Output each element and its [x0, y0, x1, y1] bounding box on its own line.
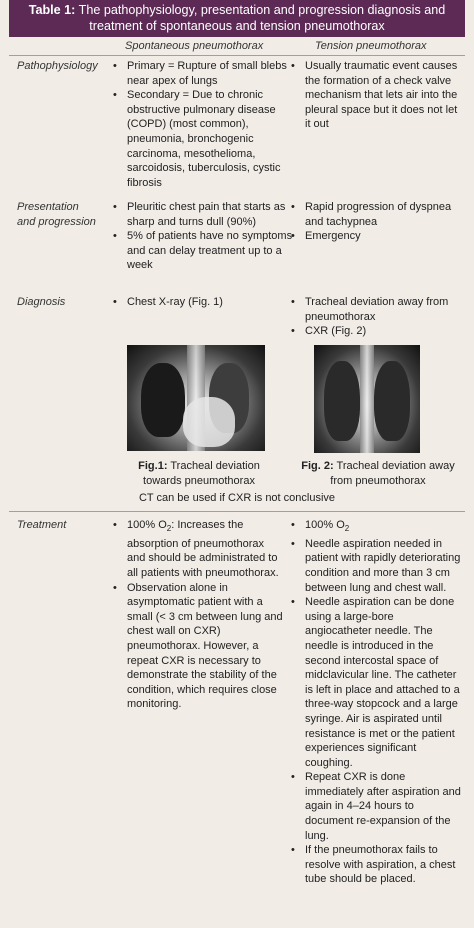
figure-1-caption-text: Tracheal deviation towards pneumothorax [143, 460, 260, 487]
diagnosis-tension-list [291, 295, 463, 339]
treatment-divider [9, 511, 465, 512]
column-header-spontaneous: Spontaneous pneumothorax [125, 40, 264, 52]
list-item: • Usually traumatic event causes the formation of a check valve mechanism that lets air into the pleural space but it does not let it out [291, 59, 463, 132]
list-item: • Observation alone in asymptomatic patient with a small (< 3 cm between lung and chest wall on CXR) pneumothorax. However, a repeat CXR is necessary to demonstrate the stability of the condition, which requires close monitoring. [113, 581, 283, 712]
list-item: • Repeat CXR is done immediately after aspiration and again in 4–24 hours to document re-expansion of the lung. [291, 770, 463, 843]
row-label-treatment: Treatment [17, 519, 67, 531]
row-label-presentation-line2: and progression [17, 215, 96, 228]
treatment-spontaneous-list [113, 518, 283, 712]
list-item: • Secondary = Due to chronic obstructive pulmonary disease (COPD) (most common), pneumonia, bronchogenic carcinoma, mesothelioma, sarcoidosis, tuberculosis, cystic fibrosis [113, 88, 309, 190]
list-item: • Rapid progression of dyspnea and tachypnea [291, 200, 463, 229]
pathophysiology-spontaneous-list [113, 59, 309, 190]
list-item: • CXR (Fig. 2) [291, 324, 463, 339]
figure-1-caption [119, 459, 279, 488]
o2-prefix: 100% O [305, 519, 345, 531]
presentation-tension-list [291, 200, 463, 244]
row-label-presentation [17, 200, 96, 229]
list-item: • Tracheal deviation away from pneumothorax [291, 295, 463, 324]
list-item: • Needle aspiration needed in patient with rapidly deteriorating condition and more than 3 cm between lung and chest wall. [291, 537, 463, 595]
header-divider [9, 55, 465, 56]
list-item: • Pleuritic chest pain that starts as sharp and turns dull (90%) [113, 200, 309, 229]
figure-2-caption-text: Tracheal deviation away from pneumothorax [330, 460, 455, 487]
list-item: • Needle aspiration can be done using a large-bore angiocatheter needle. The needle is introduced in the second intercostal space of midclavicular line. The catheter is left in place and attached to a three-way stopcock and a large syringe. Air is aspirated until resistance is met or the patient experiences significant coughing. [291, 595, 463, 770]
treatment-tension-list [291, 518, 463, 887]
table-title-text: The pathophysiology, presentation and progression diagnosis and treatment of spontaneous and tension pneumothorax [78, 3, 446, 33]
ct-note: CT can be used if CXR is not conclusive [138, 492, 336, 504]
figure-2-caption [291, 459, 465, 488]
table-title-label: Table 1: [28, 3, 76, 17]
list-item: • 5% of patients have no symptoms and can delay treatment up to a week [113, 229, 309, 273]
o2-text: : Increases the absorption of pneumothorax and should be administrated to all patients with pneumothorax. [127, 519, 279, 579]
o2-subscript: 2 [166, 524, 172, 534]
row-label-presentation-line1: Presentation [17, 201, 79, 213]
o2-subscript: 2 [344, 524, 350, 534]
presentation-spontaneous-list [113, 200, 309, 273]
figure-2-label: Fig. 2: [301, 460, 334, 472]
o2-prefix: 100% O [127, 519, 167, 531]
list-item [113, 518, 283, 581]
figure-1-label: Fig.1: [138, 460, 168, 472]
list-item: • Primary = Rupture of small blebs near apex of lungs [113, 59, 309, 88]
list-item: • Chest X-ray (Fig. 1) [113, 295, 309, 310]
chest-xray-figure-2 [314, 345, 420, 453]
list-item: • Emergency [291, 229, 463, 244]
column-header-tension: Tension pneumothorax [315, 40, 427, 52]
diagnosis-spontaneous-list [113, 295, 309, 310]
table-title [9, 2, 465, 34]
list-item: • If the pneumothorax fails to resolve with aspiration, a chest tube should be placed. [291, 843, 463, 887]
row-label-pathophysiology: Pathophysiology [17, 60, 98, 72]
pathophysiology-tension-list [291, 59, 463, 132]
row-label-diagnosis: Diagnosis [17, 296, 66, 308]
chest-xray-figure-1 [127, 345, 265, 451]
list-item [291, 518, 463, 537]
table-container [9, 0, 465, 928]
table-title-bar [9, 0, 465, 37]
